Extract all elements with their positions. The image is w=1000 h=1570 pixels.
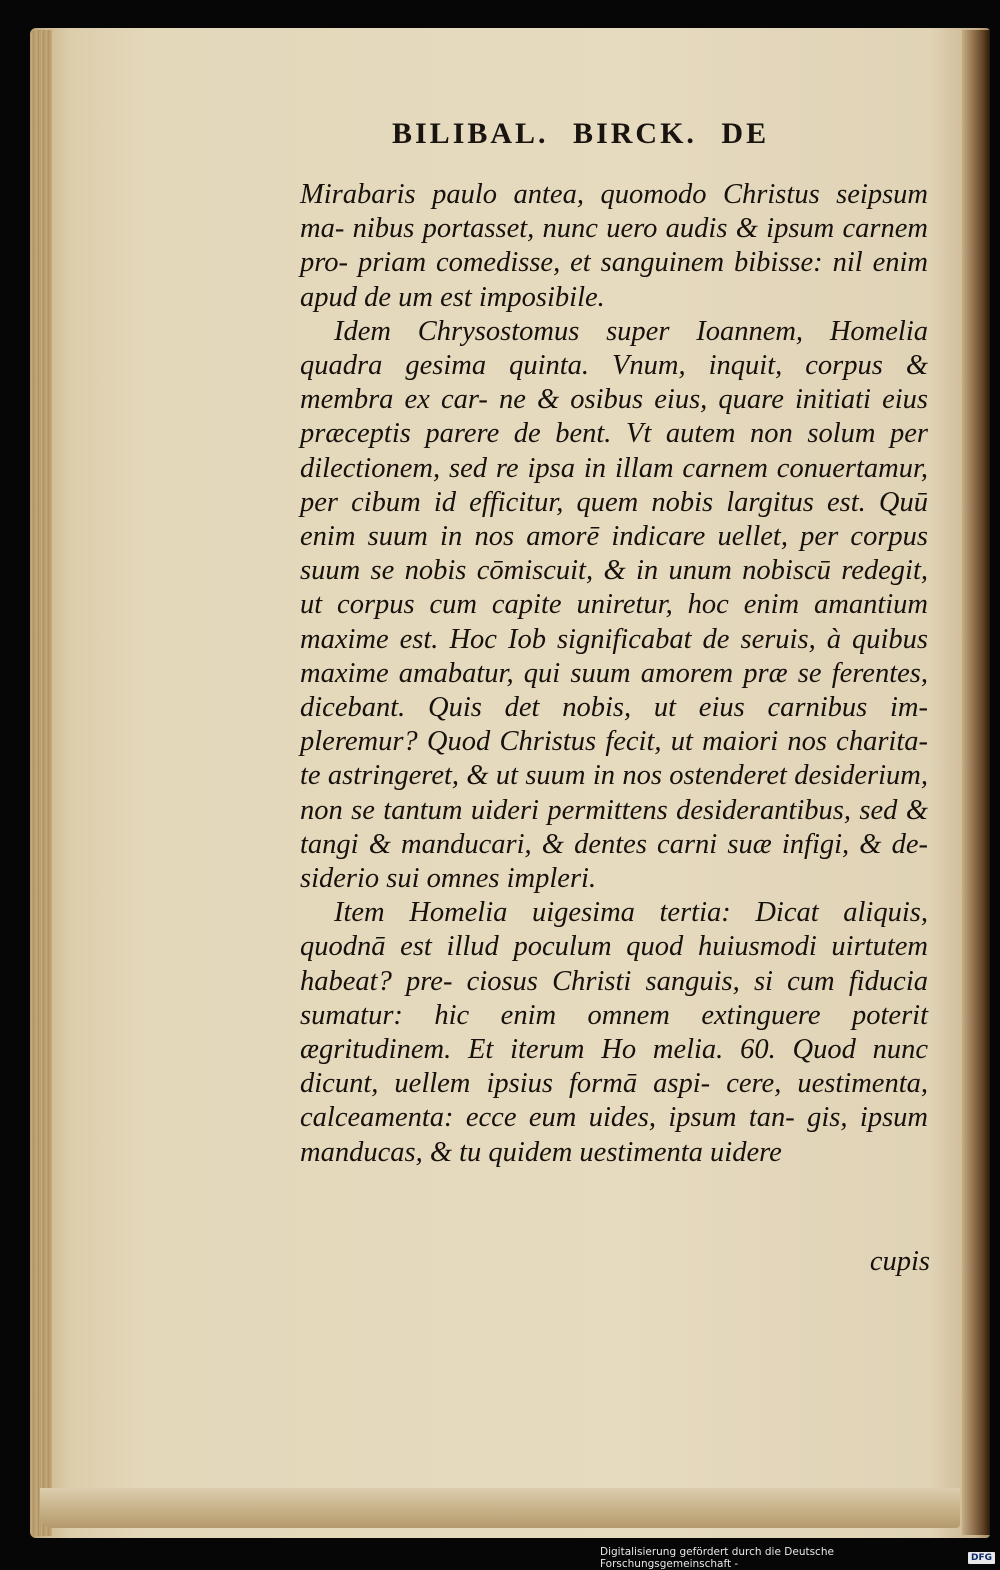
footer-credit: Digitalisierung gefördert durch die Deutsche Forschungsgemeinschaft - (600, 1546, 834, 1570)
book-gutter-shadow (962, 30, 990, 1535)
paragraph-1: Mirabaris paulo antea, quomodo Christus seipsum ma- nibus portasset, nunc uero audis & ipsum carnem pro- priam comedisse, et sanguinem bibisse: nil enim apud de um est imposibile. (300, 179, 928, 313)
digitization-footer (600, 1548, 995, 1568)
catchword: cupis (869, 1246, 930, 1277)
page-edge-bottom (40, 1488, 960, 1528)
paragraph-2: Idem Chrysostomus super Ioannem, Homelia quadra gesima quinta. Vnum, inquit, corpus & membra ex car- ne & osibus eius, quare initiati eius præceptis parere de bent. Vt autem non solum per dilectionem, sed re ipsa in illam carnem conuertamur, per cibum id efficitur, quem nobis largitus est. Quū enim suum in nos amorē indicare uellet, per corpus suum se nobis cōmiscuit, & in unum nobiscū redegit, ut corpus cum capite uniretur, hoc enim amantium maxime est. Hoc Iob significabat de seruis, à quibus maxime amabatur, qui suum amorem præ se ferentes, dicebant. Quis det nobis, ut eius carnibus im- pleremur? Quod Christus fecit, ut maiori nos charita- te astringeret, & ut suum in nos ostenderet desiderium, non se tantum uideri permittens desiderantibus, sed & tangi & manducari, & dentes carni suæ infigi, & de- siderio sui omnes impleri. (300, 315, 928, 895)
dfg-logo: DFG (968, 1552, 995, 1564)
running-head: BILIBAL. BIRCK. DE (392, 117, 770, 150)
text-block (300, 178, 928, 1170)
page-edge-left (30, 30, 52, 1536)
paragraph-3: Item Homelia uigesima tertia: Dicat aliquis, quodnā est illud poculum quod huiusmodi uirtutem habeat? pre- ciosus Christi sanguis, si cum fiducia sumatur: hic enim omnem extinguere poterit ægritudinem. Et iterum Ho melia. 60. Quod nunc dicunt, uellem ipsius formā aspi- cere, uestimenta, calceamenta: ecce eum uides, ipsum tan- gis, ipsum manducas, & tu quidem uestimenta uidere (300, 897, 928, 1168)
